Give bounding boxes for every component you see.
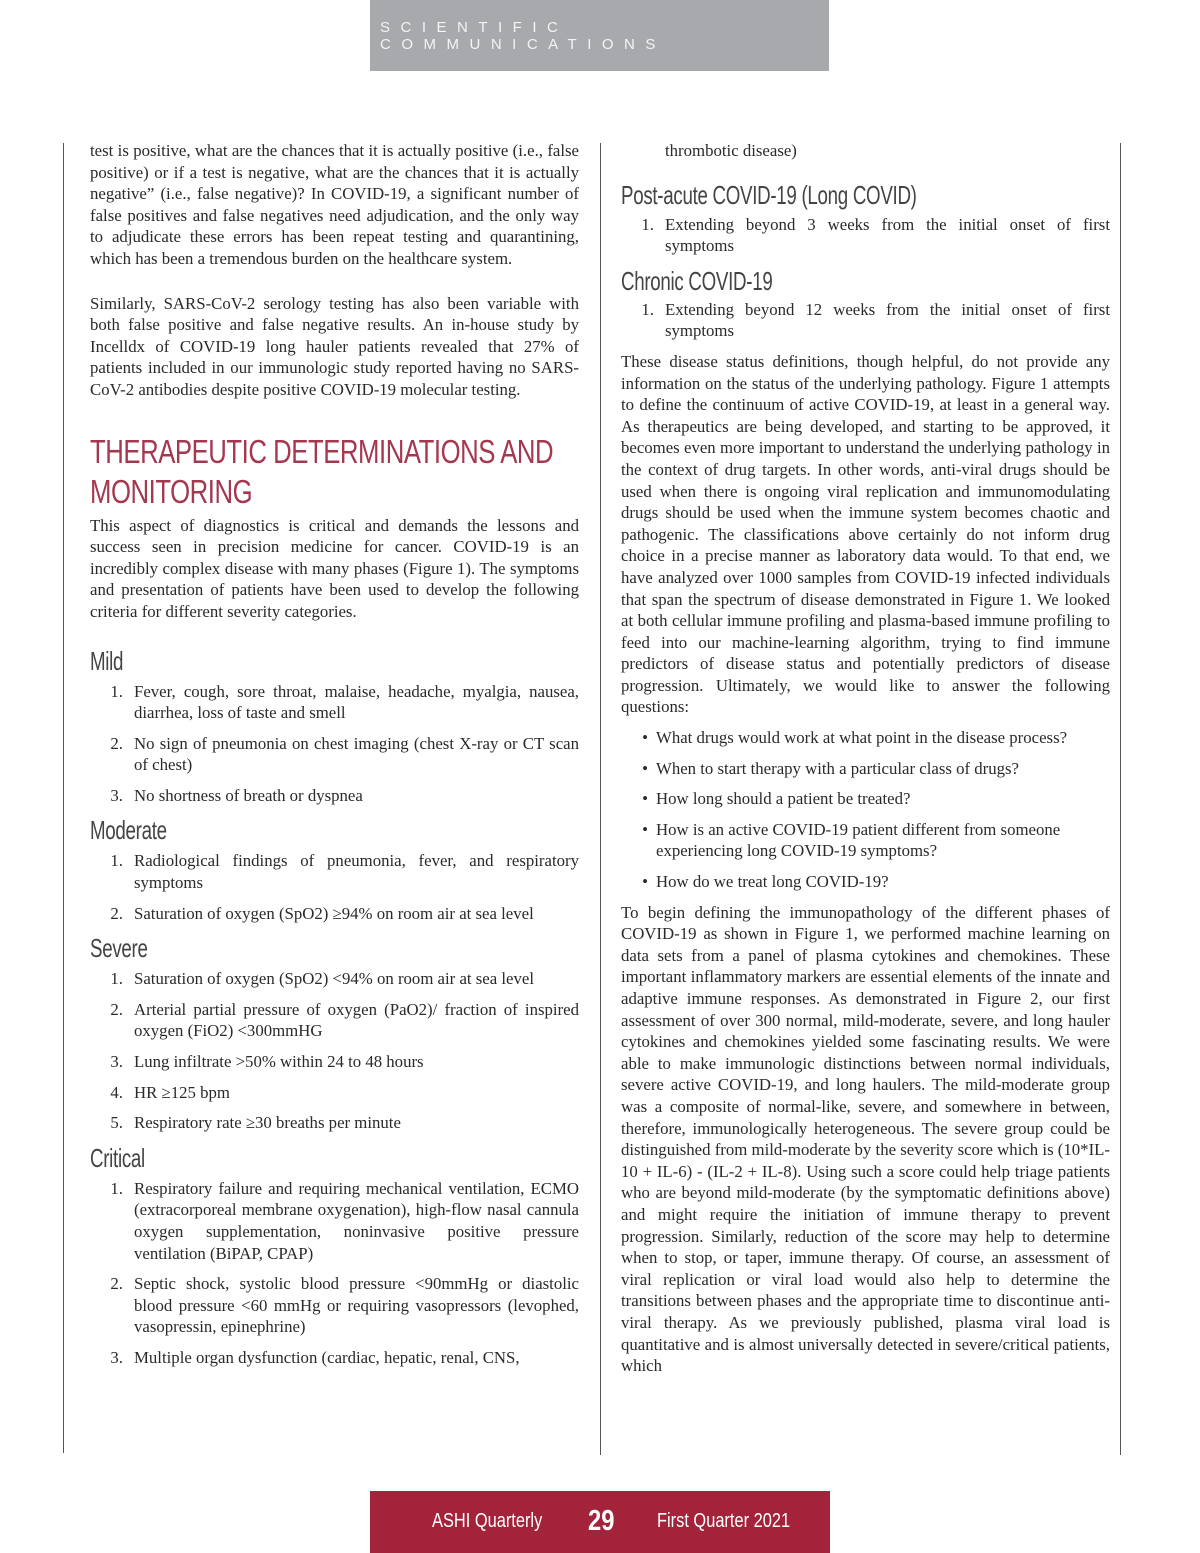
moderate-heading: Moderate bbox=[90, 815, 167, 846]
severe-heading: Severe bbox=[90, 933, 148, 964]
section-title: SCIENTIFIC COMMUNICATIONS bbox=[380, 18, 666, 53]
right-column-rule bbox=[1120, 143, 1121, 1455]
left-column bbox=[90, 140, 579, 1378]
post-acute-criteria-list bbox=[621, 214, 1110, 257]
list-item: 1. Extending beyond 3 weeks from the initial onset of first symptoms bbox=[641, 214, 1110, 256]
chronic-heading: Chronic COVID-19 bbox=[621, 265, 773, 296]
list-item: 2. No sign of pneumonia on chest imaging (chest X-ray or CT scan of chest) bbox=[110, 733, 579, 775]
list-item: • What drugs would work at what point in the disease process? bbox=[642, 728, 1068, 748]
post-acute-heading: Post-acute COVID-19 (Long COVID) bbox=[621, 179, 917, 210]
publication-name: ASHI Quarterly bbox=[432, 1510, 543, 1532]
list-item: 5. Respiratory rate ≥30 breaths per minute bbox=[110, 1113, 401, 1133]
immunopathology-paragraph: To begin defining the immunopathology of the different phases of COVID-19 as shown in Figure 1, we performed machine learning on data sets from a panel of plasma cytokines and chemokines. These important inflammatory markers are essential elements of the innate and adaptive immune responses. As demonstrated in Figure 2, our first assessment of over 300 normal, mild-moderate, severe, and long hauler cytokines and chemokines yielded some fascinating results. We were able to make immunologic distinctions between normal individuals, severe active COVID-19, and long haulers. The mild-moderate group was a composite of normal-like, severe, and somewhere in between, therefore, immunologically heterogeneous. The severe group could be distinguished from mild-moderate by the severity score which is (10*IL-10 + IL-6) - (IL-2 + IL-8). Using such a score could help triage patients who are beyond mild-moderate (by the symptomatic definitions above) and might require the initiation of immune therapy to prevent progression. Similarly, reduction of the score may help to determine when to stop, or taper, immune therapy. Of course, an assessment of viral replication or viral load would also help to determine the transitions between phases and the appropriate time to discontinue anti-viral therapy. As we previously published, plasma viral load is quantitative and is almost universally detected in severe/critical patients, which bbox=[621, 902, 1110, 1376]
intro-paragraph-1: test is positive, what are the chances that it is actually positive (i.e., false positive) or if a test is negative, what are the chances that it is actually negative” (i.e., false negative)? In COVID-19, a significant number of false positives and false negatives need adjudication, and the only way to adjudicate these errors has been repeat testing and quarantining, which has been a tremendous burden on the healthcare system. bbox=[90, 141, 579, 268]
list-item: • When to start therapy with a particular class of drugs? bbox=[642, 758, 1020, 778]
continued-list-text: thrombotic disease) bbox=[665, 141, 797, 160]
moderate-criteria-list bbox=[90, 850, 579, 924]
list-item: 1. Fever, cough, sore throat, malaise, headache, myalgia, nausea, diarrhea, loss of taste and smell bbox=[110, 681, 579, 723]
left-column-rule bbox=[63, 143, 64, 1453]
chronic-criteria-list bbox=[621, 299, 1110, 342]
list-item: 1. Respiratory failure and requiring mechanical ventilation, ECMO (extracorporeal membrane oxygenation), high-flow nasal cannula oxygen supplementation, noninvasive positive pressure ventilation (BiPAP, CPAP) bbox=[110, 1178, 579, 1263]
list-item: 4. HR ≥125 bpm bbox=[110, 1082, 230, 1102]
page-number: 29 bbox=[588, 1505, 615, 1537]
list-item: 2. Arterial partial pressure of oxygen (PaO2)/ fraction of inspired oxygen (FiO2) <300mmHG bbox=[110, 999, 579, 1041]
section-heading-line-1: THERAPEUTIC DETERMINATIONS AND bbox=[90, 432, 554, 470]
mild-criteria-list bbox=[90, 681, 579, 807]
center-column-rule bbox=[600, 143, 601, 1455]
list-item: 1. Saturation of oxygen (SpO2) <94% on room air at sea level bbox=[110, 969, 534, 989]
critical-criteria-list bbox=[90, 1178, 579, 1369]
questions-list bbox=[621, 727, 1110, 893]
therapeutic-paragraph: This aspect of diagnostics is critical and demands the lessons and success seen in precision medicine for cancer. COVID-19 is an incredibly complex disease with many phases (Figure 1). The symptoms and presentation of patients have been used to develop the following criteria for different severity categories. bbox=[90, 515, 579, 621]
list-item: • How is an active COVID-19 patient different from someone experiencing long COVID-19 symptoms? bbox=[642, 819, 1061, 861]
intro-paragraph-2: Similarly, SARS-CoV-2 serology testing has also been variable with both false positive and false negative results. An in-house study by Incelldx of COVID-19 long hauler patients revealed that 27% of patients included in our immunologic study reported having no SARS-CoV-2 antibodies despite positive COVID-19 molecular testing. bbox=[90, 293, 579, 399]
list-item: • How long should a patient be treated? bbox=[642, 789, 911, 809]
footer-band bbox=[370, 1491, 830, 1553]
disease-status-paragraph: These disease status definitions, though helpful, do not provide any information on the status of the underlying pathology. Figure 1 attempts to define the continuum of active COVID-19, at least in a general way. As therapeutics are being developed, and starting to be approved, it becomes even more important to understand the underlying pathology in the context of drug targets. In other words, anti-viral drugs should be used when there is ongoing viral replication and immunomodulating drugs should be used when the immune system becomes chaotic and pathogenic. The classifications above certainly do not inform drug choice in a precise manner as laboratory data would. To that end, we have analyzed over 1000 samples from COVID-19 infected individuals that span the spectrum of disease demonstrated in Figure 1. We looked at both cellular immune profiling and plasma-based immune profiling to feed into our machine-learning algorithm, trying to find immune predictors of disease status and potentially predictors of disease progression. Ultimately, we would like to answer the following questions: bbox=[621, 351, 1110, 717]
issue-label: First Quarter 2021 bbox=[657, 1510, 791, 1532]
section-heading bbox=[90, 432, 579, 512]
critical-heading: Critical bbox=[90, 1142, 145, 1173]
list-item: 3. Multiple organ dysfunction (cardiac, hepatic, renal, CNS, bbox=[110, 1347, 520, 1367]
severe-criteria-list bbox=[90, 968, 579, 1134]
section-heading-line-2: MONITORING bbox=[90, 472, 253, 510]
list-item: • How do we treat long COVID-19? bbox=[642, 872, 889, 892]
list-item: 1. Extending beyond 12 weeks from the initial onset of first symptoms bbox=[641, 299, 1110, 341]
right-column bbox=[621, 140, 1110, 1377]
mild-heading: Mild bbox=[90, 645, 124, 676]
list-item: 2. Septic shock, systolic blood pressure <90mmHg or diastolic blood pressure <60 mmHg or requiring vasopressors (levophed, vasopressin, epinephrine) bbox=[110, 1274, 579, 1337]
list-item: 2. Saturation of oxygen (SpO2) ≥94% on room air at sea level bbox=[110, 903, 534, 923]
list-item: 1. Radiological findings of pneumonia, fever, and respiratory symptoms bbox=[110, 851, 579, 893]
section-header-band bbox=[370, 0, 829, 71]
list-item: 3. No shortness of breath or dyspnea bbox=[110, 785, 363, 805]
list-item: 3. Lung infiltrate >50% within 24 to 48 hours bbox=[110, 1052, 424, 1072]
